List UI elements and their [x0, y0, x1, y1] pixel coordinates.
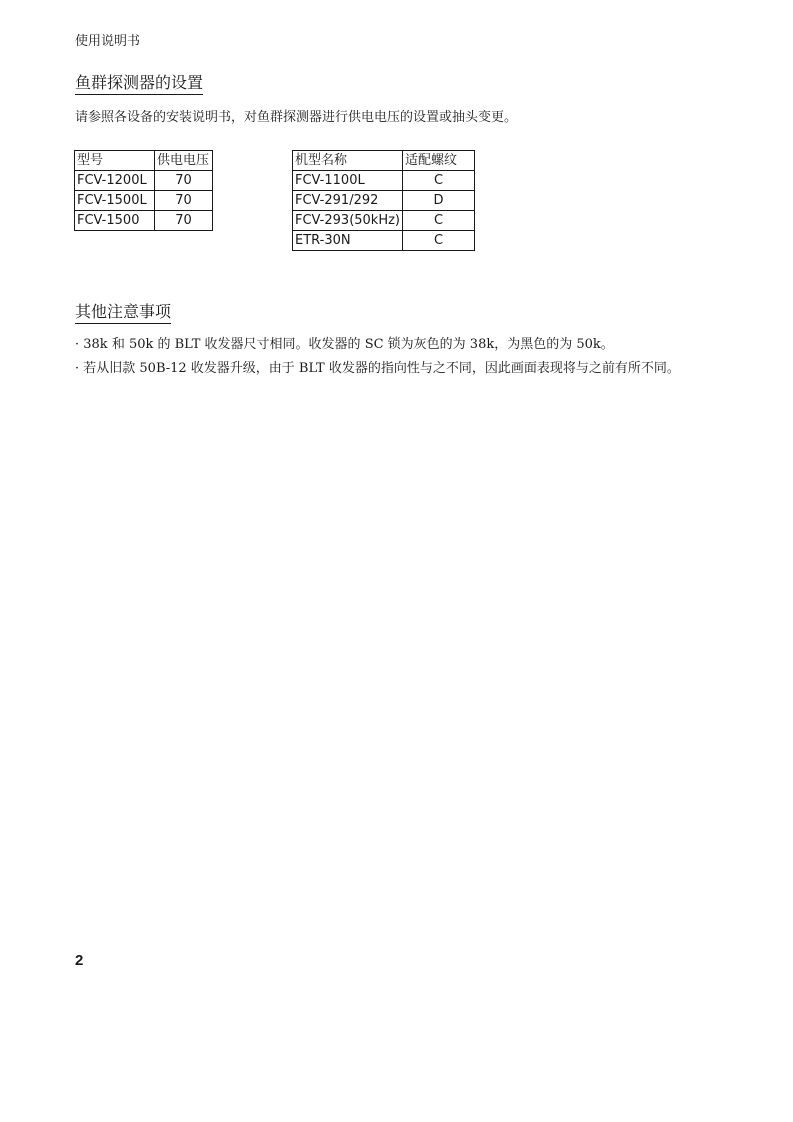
header-cell-model-name: 机型名称: [293, 151, 403, 171]
thread-cell: D: [403, 191, 475, 211]
header-cell-voltage: 供电电压: [155, 151, 213, 171]
voltage-table: [74, 150, 213, 231]
intro-paragraph: 请参照各设备的安装说明书，对鱼群探测器进行供电电压的设置或抽头变更。: [75, 110, 518, 125]
model-cell: FCV-1100L: [293, 171, 403, 191]
table-header-row: [75, 151, 213, 171]
thread-cell: C: [403, 231, 475, 251]
table-row: [293, 231, 475, 251]
voltage-cell: 70: [155, 211, 213, 231]
model-cell: FCV-1500: [75, 211, 155, 231]
model-cell: FCV-291/292: [293, 191, 403, 211]
thread-table: [292, 150, 475, 251]
notes-list: [75, 333, 715, 381]
header-cell-model: 型号: [75, 151, 155, 171]
list-item: · 38k 和 50k 的 BLT 收发器尺寸相同。收发器的 SC 锁为灰色的为 38k，为黑色的为 50k。: [75, 337, 614, 352]
model-cell: ETR-30N: [293, 231, 403, 251]
header-cell-thread: 适配螺纹: [403, 151, 475, 171]
table-row: [293, 171, 475, 191]
model-cell: FCV-1500L: [75, 191, 155, 211]
table-row: [293, 211, 475, 231]
list-item: · 若从旧款 50B-12 收发器升级，由于 BLT 收发器的指向性与之不同，因此画面表现将与之前有所不同。: [75, 361, 680, 376]
model-cell: FCV-1200L: [75, 171, 155, 191]
model-cell: FCV-293(50kHz): [293, 211, 403, 231]
section-title-fishfinder-settings: 鱼群探测器的设置: [75, 73, 203, 95]
voltage-cell: 70: [155, 191, 213, 211]
section-title-other-notes: 其他注意事项: [75, 302, 171, 324]
table-row: [75, 171, 213, 191]
table-row: [75, 211, 213, 231]
document-header: 使用说明书: [75, 34, 141, 49]
thread-cell: C: [403, 211, 475, 231]
voltage-cell: 70: [155, 171, 213, 191]
table-row: [293, 191, 475, 211]
table-row: [75, 191, 213, 211]
table-header-row: [293, 151, 475, 171]
page-number: 2: [75, 952, 84, 969]
thread-cell: C: [403, 171, 475, 191]
